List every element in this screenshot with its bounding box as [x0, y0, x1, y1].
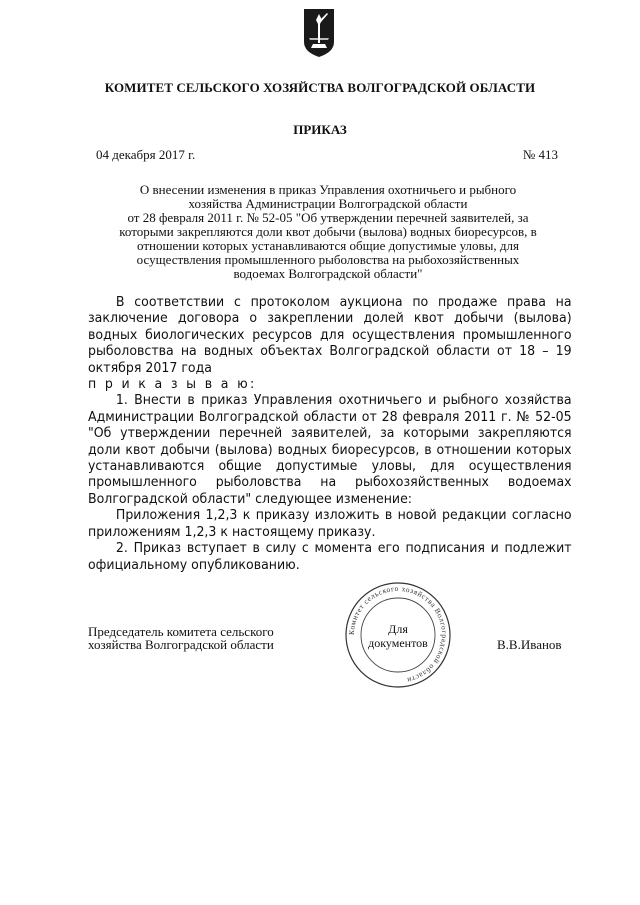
- signer-position-line: Председатель комитета сельского: [88, 624, 274, 639]
- preamble-paragraph: В соответствии с протоколом аукциона по продаже права на заключение договора о закреплении долей квот добычи (вылова) водных биологических ресурсов для осуществления промышленного рыболовства на водных объектах Волгоградской области от 18 – 19 октября 2017 года: [88, 294, 572, 376]
- order-item-2: 2. Приказ вступает в силу с момента его подписания и подлежит официальному опубликованию.: [88, 540, 572, 573]
- subject-line: хозяйства Администрации Волгоградской области: [188, 196, 468, 211]
- stamp-label-line: документов: [368, 636, 428, 650]
- signer-position-line: хозяйства Волгоградской области: [88, 637, 274, 652]
- document-type-title: ПРИКАЗ: [293, 122, 347, 137]
- signer-position: [88, 625, 274, 651]
- subject-line: водоемах Волгоградской области": [233, 266, 423, 281]
- order-subject: [90, 183, 566, 281]
- committee-name: КОМИТЕТ СЕЛЬСКОГО ХОЗЯЙСТВА ВОЛГОГРАДСКОЙ ОБЛАСТИ: [104, 80, 536, 95]
- order-date: 04 декабря 2017 г.: [96, 147, 196, 162]
- order-item-1: 1. Внести в приказ Управления охотничьего и рыбного хозяйства Администрации Волгоградской области от 28 февраля 2011 г. № 52-05 "Об утверждении перечней заявителей, за которыми закрепляются доли квот добычи (вылова) водных биоресурсов, в отношении которых устанавливаются общие допустимые уловы, для осуществления промышленного рыболовства на рыбохозяйственных водоемах Волгоградской области" следующее изменение:: [88, 392, 572, 507]
- subject-line: которыми закрепляются доли квот добычи (вылова) водных биоресурсов, в: [119, 224, 537, 239]
- stamp-label: [344, 622, 452, 650]
- order-directive-word: п р и к а з ы в а ю:: [88, 376, 257, 393]
- subject-line: от 28 февраля 2011 г. № 52-05 "Об утверждении перечней заявителей, за: [127, 210, 529, 225]
- signer-name: В.В.Иванов: [497, 637, 562, 652]
- order-number: № 413: [522, 147, 558, 162]
- stamp-ring-text: Комитет сельского хозяйства Волгоградской области: [346, 583, 450, 686]
- coat-of-arms-emblem: [303, 8, 335, 58]
- subject-line: осуществления промышленного рыболовства на рыбохозяйственных: [136, 252, 520, 267]
- subject-line: отношении которых устанавливаются общие допустимые уловы, для: [137, 238, 519, 253]
- order-body: [88, 294, 572, 573]
- order-item-1-detail: Приложения 1,2,3 к приказу изложить в новой редакции согласно приложениям 1,2,3 к настоящему приказу.: [88, 507, 572, 540]
- stamp-label-line: Для: [388, 622, 408, 636]
- subject-line: О внесении изменения в приказ Управления охотничьего и рыбного: [139, 182, 517, 197]
